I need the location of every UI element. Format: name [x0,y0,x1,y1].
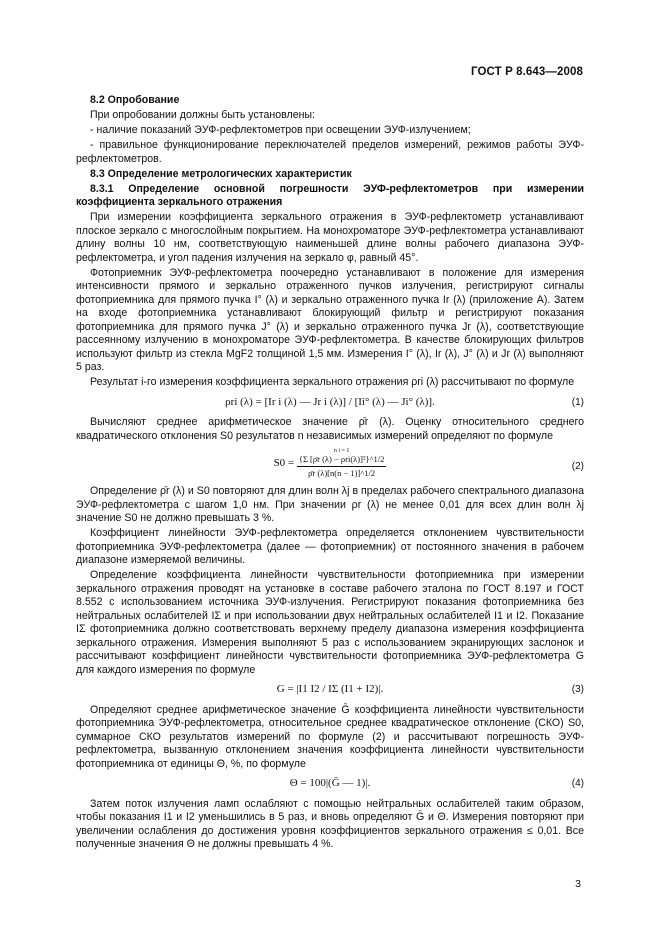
section-8-2-item-2: - правильное функционирование переключателей пределов измерений, режимов работы ЭУФ-рефлектометров. [76,139,584,165]
paragraph-1: При измерении коэффициента зеркального отражения в ЭУФ-рефлектометр устанавливают плоское зеркало с многослойным покрытием. На монохроматоре ЭУФ-рефлектометра устанавливают длину волны 10 нм, соответствующую наименьшей длине волны рабочего диапазона ЭУФ-рефлектометра, и угол падения излучения на зеркало φ, равный 45°. [76,211,584,264]
page-number: 3 [575,878,581,890]
section-8-3-title: 8.3 Определение метрологических характеристик [90,167,352,180]
equation-2-number: (2) [571,461,584,472]
paragraph-2: Фотоприемник ЭУФ-рефлектометра поочередно устанавливают в положение для измерения интенсивности прямого и зеркально отраженного пучков излучения, регистрируют сигналы фотоприемника для прямого пучка I° (λ) и зеркально отраженного пучка Ir (λ) (приложение А). Затем на входе фотоприемника устанавливают блокирующий фильтр и регистрируют показания фотоприемника для прямого пучка J° (λ) и зеркально отраженного пучка Jr (λ), соответствующие рассеянному излучению в монохроматоре ЭУФ-рефлектометра. В качестве блокирующих фильтров используют фильтр из стекла MgF2 толщиной 1,5 мм. Измерения I° (λ), Ir (λ), J° (λ) и Jr (λ) выполняют 5 раз. [76,266,584,373]
equation-3-number: (3) [571,684,584,695]
equation-2-fraction [297,448,387,479]
paragraph-9: Затем поток излучения ламп ослабляют с помощью нейтральных ослабителей таким образом, чтобы показания I1 и I2 уменьшились в 5 раз, и вновь определяют Ḡ и Θ. Измерения повторяют при увеличении ослабления до достижения уровня коэффициентов зеркального отражения ≤ 0,01. Все полученные значения Θ не должны превышать 4 %. [76,797,584,850]
equation-3 [76,683,584,697]
equation-4-number: (4) [571,778,584,789]
paragraph-6: Коэффициент линейности ЭУФ-рефлектометра определяется отклонением чувствительности фотоприемника ЭУФ-рефлектометра (далее — фотоприемник) от постоянного значения в рабочем диапазоне измеряемой величины. [76,527,584,566]
equation-2-sum-limits: n i = 1 [333,448,350,454]
equation-1-number: (1) [571,396,584,408]
standard-header: ГОСТ Р 8.643—2008 [471,66,583,78]
equation-4 [76,777,584,791]
equation-3-body: G = |I1 I2 / IΣ (I1 + I2)|. [276,683,384,695]
equation-4-body: Θ = 100|(Ḡ — 1)|. [289,777,371,789]
equation-2-numerator: {Σ [ρ̄r (λ) − ρri(λ)]²}^1/2 [297,454,387,467]
section-8-2-title: 8.2 Опробование [90,94,180,106]
paragraph-8: Определяют среднее арифметическое значение Ḡ коэффициента линейности чувствительности фотоприемника ЭУФ-рефлектометра, относительное среднее квадратическое отклонение (СКО) S0, суммарное СКО результатов измерений по формуле (2) и рассчитывают погрешность ЭУФ-рефлектометра, вызванную отклонением значения коэффициента линейности чувствительности фотоприемника от единицы Θ, %, по формуле [76,703,584,770]
equation-2-denominator: ρ̄r (λ)[n(n − 1)]^1/2 [308,468,376,478]
section-8-2-intro: При опробовании должны быть установлены: [90,109,315,121]
section-8-2-item-1: - наличие показаний ЭУФ-рефлектометров при освещении ЭУФ-излучением; [90,124,471,136]
paragraph-5: Определение ρ̄r (λ) и S0 повторяют для длин волн λj в пределах рабочего спектрального диапазона ЭУФ-рефлектометра с шагом 1,0 нм. При значении ρr (λ) не менее 0,01 для всех длин волн λj значение S0 не должно превышать 3 %. [76,485,584,524]
paragraph-7: Определение коэффициента линейности чувствительности фотоприемника при измерении зеркального отражения проводят на установке в составе рабочего эталона по ГОСТ 8.197 и ГОСТ 8.552 с использованием источника ЭУФ-излучения. Регистрируют показания фотоприемника без нейтральных ослабителей IΣ и при использовании двух нейтральных ослабителей I1 и I2. Показание IΣ фотоприемника должно соответствовать верхнему пределу диапазона измерения коэффициента зеркального отражения. Измерения выполняют 5 раз с использованием экранирующих заслонок и рассчитывают коэффициент линейности чувствительности фотоприемника ЭУФ-рефлектометра G для каждого измерения по формуле [76,569,584,676]
equation-1-body: ρri (λ) = [Ir i (λ) — Jr i (λ)] / [Ii° (λ) — Ji° (λ)]. [225,395,435,408]
paragraph-4: Вычисляют среднее арифметическое значение ρ̄r (λ). Оценку относительного среднего квадратического отклонения S0 результатов n независимых измерений определяют по формуле [76,416,584,442]
section-8-3-1-title: 8.3.1 Определение основной погрешности ЭУФ-рефлектометров при измерении коэффициента зеркального отражения [76,182,584,208]
equation-1 [76,396,584,410]
equation-2-left: S0 = [273,456,295,469]
equation-2 [76,448,584,479]
paragraph-3: Результат i-го измерения коэффициента зеркального отражения ρri (λ) рассчитывают по формуле [90,376,575,388]
main-content [76,94,584,853]
